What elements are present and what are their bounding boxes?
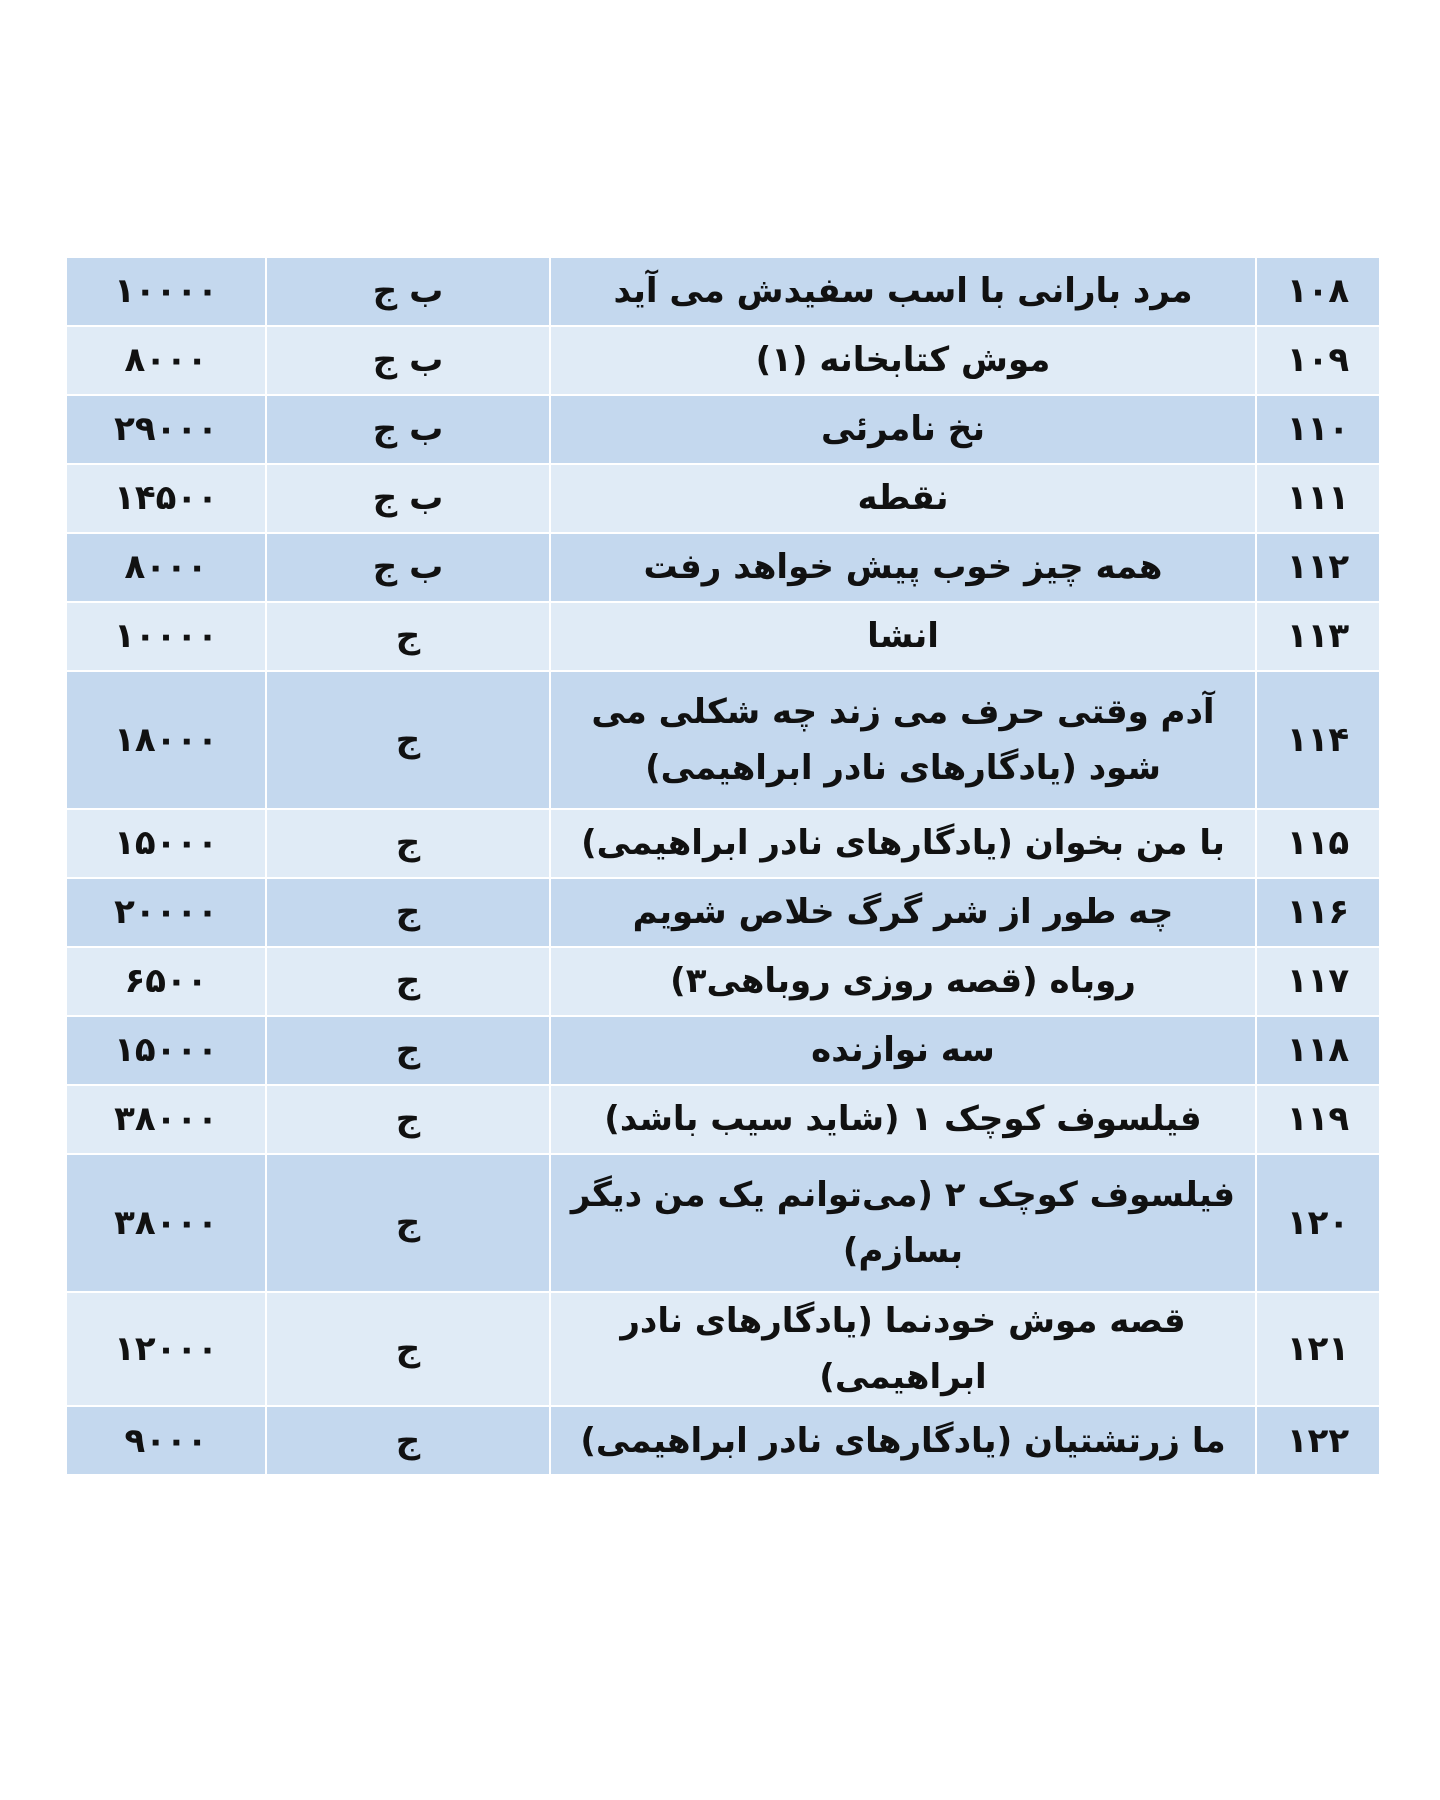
age-group-code: ج bbox=[266, 878, 550, 947]
age-group-code: ج bbox=[266, 947, 550, 1016]
book-price: ۱۸۰۰۰ bbox=[66, 671, 266, 809]
age-group-code: ب ج bbox=[266, 257, 550, 326]
table-row bbox=[66, 257, 1380, 326]
age-group-code: ب ج bbox=[266, 395, 550, 464]
table-row bbox=[66, 533, 1380, 602]
book-price: ۱۲۰۰۰ bbox=[66, 1292, 266, 1406]
book-title: مرد بارانی با اسب سفیدش می آید bbox=[550, 257, 1256, 326]
table-row bbox=[66, 1016, 1380, 1085]
age-group-code: ج bbox=[266, 1406, 550, 1475]
row-number: ۱۱۷ bbox=[1256, 947, 1380, 1016]
book-price: ۱۵۰۰۰ bbox=[66, 1016, 266, 1085]
row-number: ۱۱۲ bbox=[1256, 533, 1380, 602]
age-group-code: ج bbox=[266, 1016, 550, 1085]
book-price: ۱۵۰۰۰ bbox=[66, 809, 266, 878]
row-number: ۱۲۲ bbox=[1256, 1406, 1380, 1475]
book-price: ۱۰۰۰۰ bbox=[66, 602, 266, 671]
book-price: ۳۸۰۰۰ bbox=[66, 1154, 266, 1292]
book-price: ۲۹۰۰۰ bbox=[66, 395, 266, 464]
book-title: با من بخوان (یادگارهای نادر ابراهیمی) bbox=[550, 809, 1256, 878]
table-row bbox=[66, 809, 1380, 878]
book-title: انشا bbox=[550, 602, 1256, 671]
row-number: ۱۰۹ bbox=[1256, 326, 1380, 395]
book-list-table bbox=[65, 256, 1381, 1476]
book-price: ۸۰۰۰ bbox=[66, 326, 266, 395]
row-number: ۱۱۹ bbox=[1256, 1085, 1380, 1154]
row-number: ۱۱۸ bbox=[1256, 1016, 1380, 1085]
book-price: ۳۸۰۰۰ bbox=[66, 1085, 266, 1154]
book-title: سه نوازنده bbox=[550, 1016, 1256, 1085]
book-price: ۱۴۵۰۰ bbox=[66, 464, 266, 533]
row-number: ۱۲۰ bbox=[1256, 1154, 1380, 1292]
table-row bbox=[66, 326, 1380, 395]
age-group-code: ج bbox=[266, 1085, 550, 1154]
row-number: ۱۱۶ bbox=[1256, 878, 1380, 947]
table-row bbox=[66, 947, 1380, 1016]
book-price: ۹۰۰۰ bbox=[66, 1406, 266, 1475]
table-row bbox=[66, 464, 1380, 533]
age-group-code: ج bbox=[266, 671, 550, 809]
book-price: ۸۰۰۰ bbox=[66, 533, 266, 602]
table-row bbox=[66, 602, 1380, 671]
age-group-code: ج bbox=[266, 1154, 550, 1292]
book-title: موش کتابخانه (۱) bbox=[550, 326, 1256, 395]
book-title: قصه موش خودنما (یادگارهای نادر ابراهیمی) bbox=[550, 1292, 1256, 1406]
row-number: ۱۱۰ bbox=[1256, 395, 1380, 464]
book-title: آدم وقتی حرف می زند چه شکلی می شود (یادگارهای نادر ابراهیمی) bbox=[550, 671, 1256, 809]
table-row bbox=[66, 1406, 1380, 1475]
book-title: چه طور از شر گرگ خلاص شویم bbox=[550, 878, 1256, 947]
book-title: فیلسوف کوچک ۱ (شاید سیب باشد) bbox=[550, 1085, 1256, 1154]
age-group-code: ج bbox=[266, 602, 550, 671]
book-price: ۲۰۰۰۰ bbox=[66, 878, 266, 947]
age-group-code: ب ج bbox=[266, 464, 550, 533]
table-row bbox=[66, 395, 1380, 464]
table-row bbox=[66, 1154, 1380, 1292]
book-price: ۱۰۰۰۰ bbox=[66, 257, 266, 326]
age-group-code: ج bbox=[266, 1292, 550, 1406]
book-title: نخ نامرئی bbox=[550, 395, 1256, 464]
row-number: ۱۱۳ bbox=[1256, 602, 1380, 671]
book-title: ما زرتشتیان (یادگارهای نادر ابراهیمی) bbox=[550, 1406, 1256, 1475]
age-group-code: ج bbox=[266, 809, 550, 878]
book-list-table-container bbox=[65, 256, 1379, 1476]
book-title: همه چیز خوب پیش خواهد رفت bbox=[550, 533, 1256, 602]
table-row bbox=[66, 878, 1380, 947]
row-number: ۱۰۸ bbox=[1256, 257, 1380, 326]
book-title: نقطه bbox=[550, 464, 1256, 533]
age-group-code: ب ج bbox=[266, 326, 550, 395]
age-group-code: ب ج bbox=[266, 533, 550, 602]
row-number: ۱۱۱ bbox=[1256, 464, 1380, 533]
row-number: ۱۱۵ bbox=[1256, 809, 1380, 878]
row-number: ۱۱۴ bbox=[1256, 671, 1380, 809]
book-title: روباه (قصه روزی روباهی۳) bbox=[550, 947, 1256, 1016]
table-row bbox=[66, 1085, 1380, 1154]
row-number: ۱۲۱ bbox=[1256, 1292, 1380, 1406]
book-title: فیلسوف کوچک ۲ (می‌توانم یک من دیگر بسازم) bbox=[550, 1154, 1256, 1292]
book-price: ۶۵۰۰ bbox=[66, 947, 266, 1016]
table-row bbox=[66, 671, 1380, 809]
table-row bbox=[66, 1292, 1380, 1406]
